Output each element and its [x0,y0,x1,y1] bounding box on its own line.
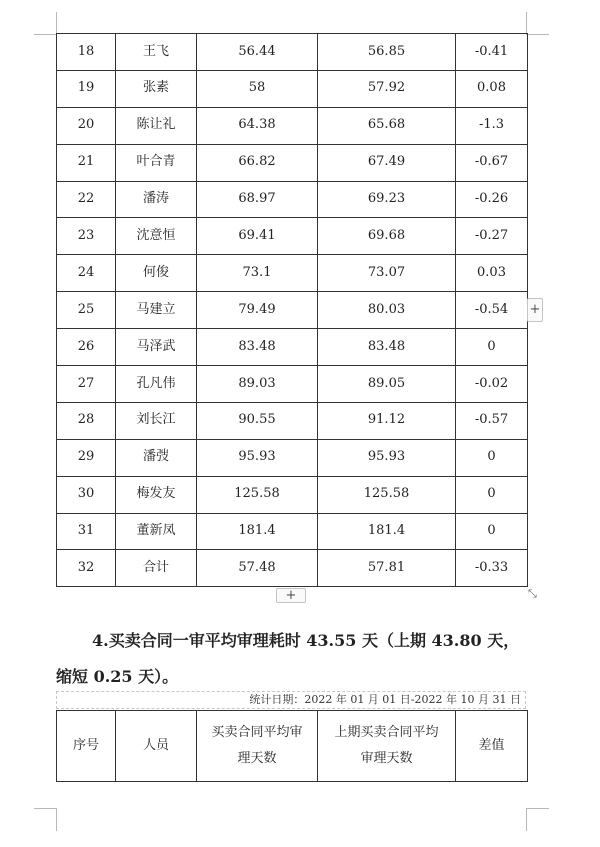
cell-current-days[interactable]: 95.93 [197,439,318,476]
cell-previous-days[interactable]: 69.68 [318,218,456,255]
cell-diff[interactable]: 0.03 [456,255,528,292]
cell-previous-days[interactable]: 57.81 [318,550,456,587]
table-row [57,255,528,292]
cell-current-days[interactable]: 89.03 [197,366,318,403]
cell-person[interactable]: 孔凡伟 [116,366,197,403]
cell-diff[interactable]: -0.02 [456,366,528,403]
header-current-line1: 买卖合同平均审 [211,725,303,740]
cell-previous-days[interactable]: 89.05 [318,366,456,403]
table-row [57,513,528,550]
table-row [57,181,528,218]
cell-person[interactable]: 潘弢 [116,439,197,476]
table-row [57,402,528,439]
cell-current-days[interactable]: 73.1 [197,255,318,292]
cell-previous-days[interactable]: 91.12 [318,402,456,439]
cell-diff[interactable]: 0 [456,329,528,366]
cell-previous-days[interactable]: 181.4 [318,513,456,550]
add-column-button[interactable]: + [527,298,543,322]
page-corner-mark-top-right [526,12,549,35]
cell-person[interactable]: 沈意恒 [116,218,197,255]
cell-previous-days[interactable]: 56.85 [318,34,456,71]
cell-person[interactable]: 马泽武 [116,329,197,366]
cell-person[interactable]: 何俊 [116,255,197,292]
table-row [57,34,528,71]
cell-previous-days[interactable]: 80.03 [318,292,456,329]
cell-diff[interactable]: 0 [456,513,528,550]
header-cell-person: 人员 [116,711,197,782]
table-row [57,70,528,107]
header-previous-line1: 上期买卖合同平均 [334,725,439,740]
cell-diff[interactable]: 0.08 [456,70,528,107]
cell-diff[interactable]: 0 [456,439,528,476]
page-corner-mark-bottom-left [34,808,57,831]
sales-contract-table-header [56,710,528,782]
cell-person[interactable]: 马建立 [116,292,197,329]
cell-diff[interactable]: -0.27 [456,218,528,255]
header-cell-diff: 差值 [456,711,528,782]
cell-current-days[interactable]: 57.48 [197,550,318,587]
cell-person[interactable]: 潘涛 [116,181,197,218]
cell-diff[interactable]: -0.26 [456,181,528,218]
cell-current-days[interactable]: 68.97 [197,181,318,218]
cell-person[interactable]: 梅发友 [116,476,197,513]
cell-previous-days[interactable]: 125.58 [318,476,456,513]
cell-previous-days[interactable]: 57.92 [318,70,456,107]
cell-person[interactable]: 董新凤 [116,513,197,550]
cell-diff[interactable]: -0.41 [456,34,528,71]
header-cell-current-days [197,711,318,782]
cell-current-days[interactable]: 56.44 [197,34,318,71]
review-time-table-body [57,34,528,587]
page-corner-mark-bottom-right [526,808,549,831]
table-row [57,218,528,255]
table-row [57,292,528,329]
cell-current-days[interactable]: 69.41 [197,218,318,255]
cell-current-days[interactable]: 58 [197,70,318,107]
table-row [57,144,528,181]
cell-no[interactable]: 30 [57,476,116,513]
cell-no[interactable]: 20 [57,107,116,144]
cell-no[interactable]: 28 [57,402,116,439]
table-row [57,366,528,403]
table-row [57,439,528,476]
section-heading-line2: 缩短 0.25 天）。 [56,667,179,686]
cell-no[interactable]: 22 [57,181,116,218]
cell-previous-days[interactable]: 83.48 [318,329,456,366]
cell-current-days[interactable]: 90.55 [197,402,318,439]
cell-person[interactable]: 王飞 [116,34,197,71]
table-header-row [57,711,528,782]
cell-person[interactable]: 陈让礼 [116,107,197,144]
cell-diff[interactable]: -0.67 [456,144,528,181]
cell-person[interactable]: 张素 [116,70,197,107]
cell-no[interactable]: 25 [57,292,116,329]
statistics-date-range[interactable]: 统计日期：2022 年 01 月 01 日-2022 年 10 月 31 日 [56,691,526,709]
cell-current-days[interactable]: 79.49 [197,292,318,329]
add-row-button[interactable]: + [276,588,306,603]
cell-no[interactable]: 32 [57,550,116,587]
cell-current-days[interactable]: 83.48 [197,329,318,366]
table-row [57,476,528,513]
cell-diff[interactable]: 0 [456,476,528,513]
header-previous-line2: 审理天数 [360,751,413,766]
review-time-table [56,33,528,587]
cell-diff[interactable]: -0.54 [456,292,528,329]
cell-previous-days[interactable]: 65.68 [318,107,456,144]
cell-diff[interactable]: -0.33 [456,550,528,587]
cell-no[interactable]: 24 [57,255,116,292]
cell-no[interactable]: 27 [57,366,116,403]
cell-no[interactable]: 19 [57,70,116,107]
cell-current-days[interactable]: 181.4 [197,513,318,550]
table-row [57,550,528,587]
cell-no[interactable]: 18 [57,34,116,71]
cell-no[interactable]: 23 [57,218,116,255]
page-corner-mark-top-left [34,12,57,35]
cell-person[interactable]: 合计 [116,550,197,587]
cell-previous-days[interactable]: 67.49 [318,144,456,181]
cell-no[interactable]: 31 [57,513,116,550]
cell-person[interactable]: 刘长江 [116,402,197,439]
cell-current-days[interactable]: 64.38 [197,107,318,144]
cell-no[interactable]: 21 [57,144,116,181]
header-cell-previous-days [318,711,456,782]
cell-previous-days[interactable]: 73.07 [318,255,456,292]
cell-previous-days[interactable]: 69.23 [318,181,456,218]
cell-no[interactable]: 29 [57,439,116,476]
section-heading-line1: 4.买卖合同一审平均审理耗时 43.55 天（上期 43.80 天， [92,631,520,650]
table-row [57,107,528,144]
header-cell-no: 序号 [57,711,116,782]
header-current-line2: 理天数 [237,751,277,766]
cell-previous-days[interactable]: 95.93 [318,439,456,476]
cell-no[interactable]: 26 [57,329,116,366]
cell-diff[interactable]: -0.57 [456,402,528,439]
cell-current-days[interactable]: 125.58 [197,476,318,513]
cell-diff[interactable]: -1.3 [456,107,528,144]
cell-person[interactable]: 叶合青 [116,144,197,181]
table-resize-handle-icon[interactable]: ⤡ [528,587,537,600]
table-row [57,329,528,366]
cell-current-days[interactable]: 66.82 [197,144,318,181]
